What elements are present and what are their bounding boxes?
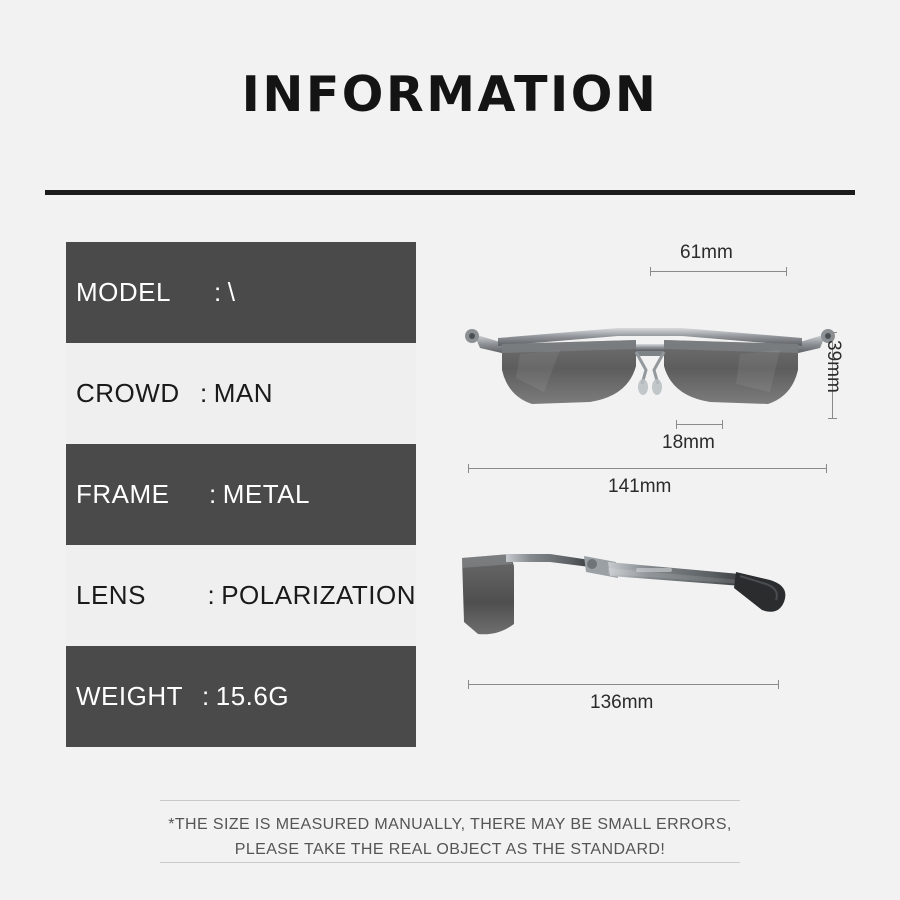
dim-label-bridge: 18mm (662, 432, 715, 453)
spec-colon-model: : (214, 277, 222, 307)
dim-label-temple: 136mm (590, 692, 654, 713)
dim-line-temple (468, 684, 778, 685)
sunglasses-side-view-image (440, 536, 860, 696)
table-row (66, 444, 416, 545)
footnote-line-2: PLEASE TAKE THE REAL OBJECT AS THE STANDARD! (234, 841, 666, 858)
table-row (66, 343, 416, 444)
spec-colon-weight: : (202, 681, 210, 711)
footnote-divider-bottom (160, 862, 740, 863)
spec-colon-crowd: : (200, 378, 208, 408)
product-diagram (440, 236, 860, 766)
dim-tick-temple-right (778, 680, 779, 689)
dim-line-lens-width (650, 271, 786, 272)
dim-tick-left (650, 267, 651, 276)
page-title: INFORMATION (241, 66, 659, 123)
dim-tick-temple-left (468, 680, 469, 689)
spec-colon-frame: : (209, 479, 217, 509)
dim-label-lens-width: 61mm (680, 242, 733, 263)
footnote-divider-top (160, 800, 740, 801)
spec-key-frame: FRAME (76, 479, 170, 509)
spec-key-crowd: CROWD (76, 378, 180, 408)
spec-key-lens: LENS (76, 580, 146, 610)
spec-key-weight: WEIGHT (76, 681, 183, 711)
footnote (0, 812, 900, 862)
dim-tick-bottom (828, 418, 837, 419)
table-row (66, 545, 416, 646)
spec-value-weight: 15.6G (215, 681, 290, 711)
spec-value-model: \ (227, 277, 236, 307)
dim-tick-total-left (468, 464, 469, 473)
dim-label-lens-height: 39mm (823, 340, 844, 393)
spec-table (66, 242, 416, 747)
spec-value-frame: METAL (222, 479, 310, 509)
spec-value-crowd: MAN (213, 378, 274, 408)
dim-tick-bridge-right (722, 420, 723, 429)
table-row (66, 242, 416, 343)
dim-tick-right (786, 267, 787, 276)
spec-key-model: MODEL (76, 277, 171, 307)
dim-tick-bridge-left (676, 420, 677, 429)
table-row (66, 646, 416, 747)
dim-tick-total-right (826, 464, 827, 473)
dim-line-bridge (676, 424, 722, 425)
dim-line-total-width (468, 468, 826, 469)
footnote-line-1: *THE SIZE IS MEASURED MANUALLY, THERE MAY BE SMALL ERRORS, (168, 816, 732, 833)
dim-label-total-width: 141mm (608, 476, 672, 497)
spec-colon-lens: : (207, 580, 216, 610)
spec-value-lens: POLARIZATION (221, 580, 416, 610)
dim-tick-top (828, 332, 837, 333)
title-divider (45, 190, 855, 195)
